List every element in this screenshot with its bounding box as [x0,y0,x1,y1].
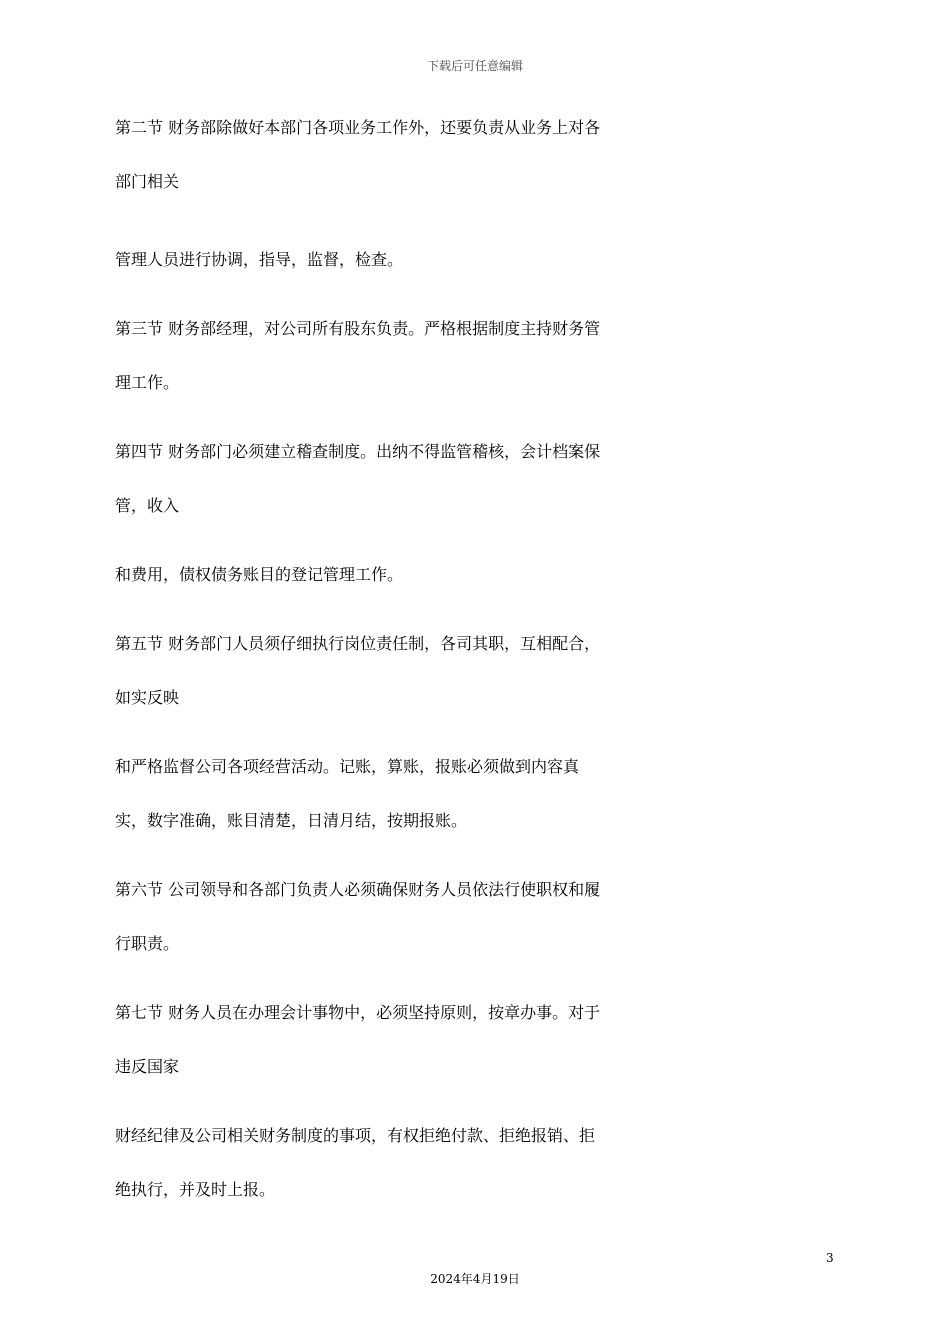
text-line: 和严格监督公司各项经营活动。记账，算账，报账必须做到内容真 [115,757,580,776]
text-line: 第六节 公司领导和各部门负责人必须确保财务人员依法行使职权和履 [115,880,601,899]
text-line: 理工作。 [115,373,180,392]
text-line: 实，数字准确，账目清楚，日清月结，按期报账。 [115,811,468,830]
text-line: 绝执行，并及时上报。 [115,1180,276,1199]
text-line: 如实反映 [115,688,180,707]
text-line: 第四节 财务部门必须建立稽查制度。出纳不得监管稽核，会计档案保 [115,442,601,461]
text-line: 行职责。 [115,934,180,953]
text-line: 和费用，债权债务账目的登记管理工作。 [115,565,404,584]
text-line: 第三节 财务部经理，对公司所有股东负责。严格根据制度主持财务管 [115,319,601,338]
text-line: 部门相关 [115,172,180,191]
page-header: 下载后可任意编辑 [426,59,523,73]
footer-date: 2024年4月19日 [430,1272,520,1286]
text-line: 管，收入 [115,496,180,515]
text-line: 管理人员进行协调，指导，监督，检查。 [115,250,404,269]
text-line: 财经纪律及公司相关财务制度的事项，有权拒绝付款、拒绝报销、拒 [115,1126,596,1145]
page-number: 3 [826,1251,834,1265]
text-line: 第二节 财务部除做好本部门各项业务工作外，还要负责从业务上对各 [115,118,601,137]
document-body [115,112,845,1205]
text-line: 违反国家 [115,1057,180,1076]
text-line: 第七节 财务人员在办理会计事物中，必须坚持原则，按章办事。对于 [115,1003,601,1022]
text-line: 第五节 财务部门人员须仔细执行岗位责任制，各司其职，互相配合， [115,634,601,653]
